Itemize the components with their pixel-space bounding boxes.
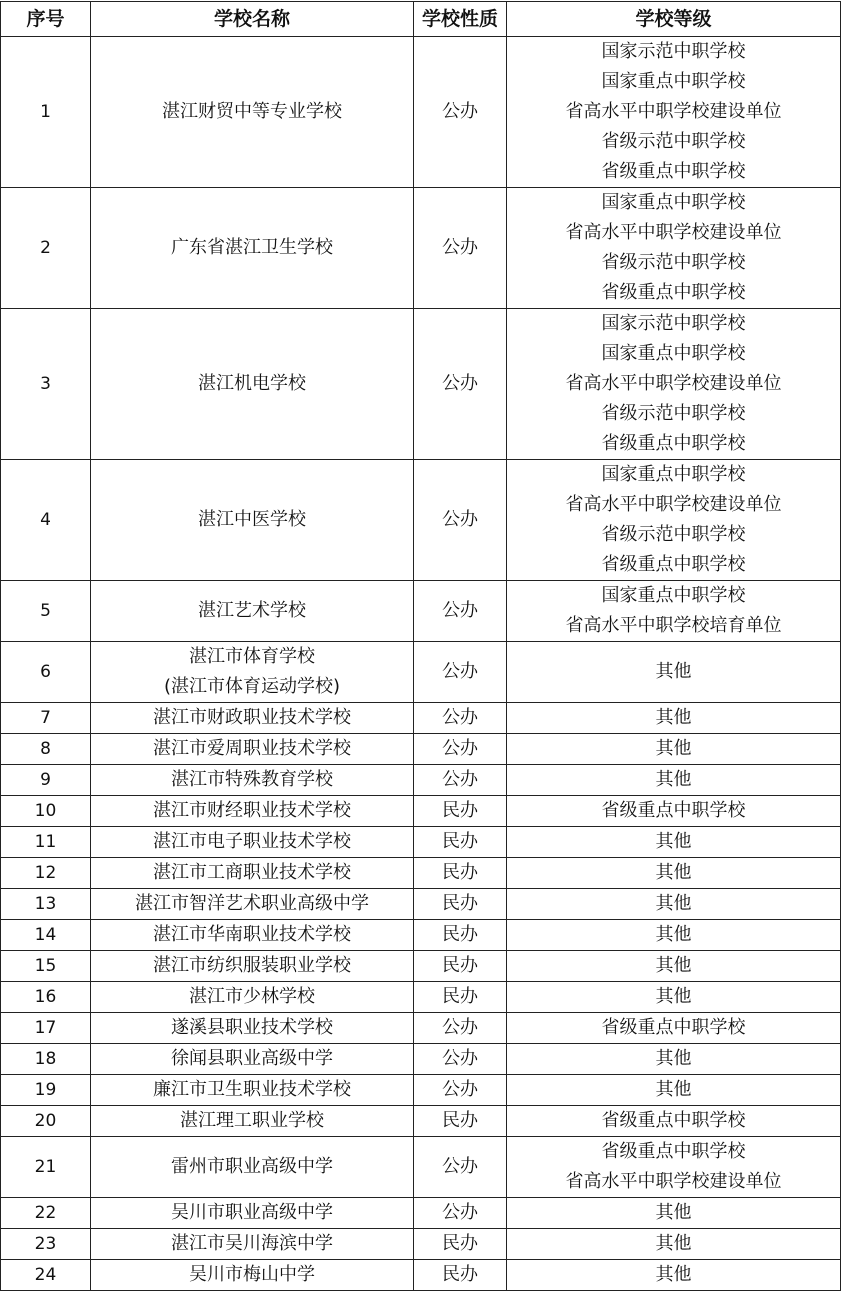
cell-index: 23 (1, 1229, 91, 1260)
cell-school-type: 公办 (414, 309, 507, 460)
school-name-line: 吴川市职业高级中学 (171, 1202, 333, 1223)
cell-school-level (507, 982, 841, 1013)
cell-school-name (91, 642, 414, 703)
cell-school-name (91, 309, 414, 460)
school-name-line: 湛江市纺织服装职业学校 (153, 955, 351, 976)
cell-school-type: 民办 (414, 796, 507, 827)
school-level-line: 省级重点中职学校 (601, 433, 746, 454)
cell-index: 4 (1, 460, 91, 581)
cell-school-name (91, 765, 414, 796)
cell-index: 2 (1, 188, 91, 309)
cell-school-level (507, 1229, 841, 1260)
table-row (1, 1044, 841, 1075)
table-row (1, 188, 841, 309)
school-name-line: (湛江市体育运动学校) (163, 676, 341, 697)
cell-school-type: 公办 (414, 188, 507, 309)
school-level-line: 国家重点中职学校 (601, 464, 746, 485)
cell-school-name (91, 796, 414, 827)
cell-school-type: 民办 (414, 1229, 507, 1260)
school-name-line: 湛江市工商职业技术学校 (153, 862, 351, 883)
school-level-line: 其他 (655, 661, 692, 682)
school-name-line: 徐闻县职业高级中学 (171, 1048, 333, 1069)
school-level-line: 省高水平中职学校培育单位 (565, 615, 782, 636)
cell-school-name (91, 951, 414, 982)
table-row (1, 858, 841, 889)
school-name-line: 遂溪县职业技术学校 (171, 1017, 333, 1038)
school-level-line: 省级重点中职学校 (601, 1017, 746, 1038)
cell-index: 24 (1, 1260, 91, 1291)
cell-school-name (91, 1075, 414, 1106)
table-row (1, 951, 841, 982)
cell-index: 14 (1, 920, 91, 951)
table-row (1, 460, 841, 581)
school-level-line: 其他 (655, 1079, 692, 1100)
table-row (1, 765, 841, 796)
school-name-line: 廉江市卫生职业技术学校 (153, 1079, 351, 1100)
cell-index: 13 (1, 889, 91, 920)
school-name-line: 吴川市梅山中学 (189, 1264, 315, 1285)
table-row (1, 581, 841, 642)
table-body (1, 37, 841, 1291)
cell-school-type: 公办 (414, 581, 507, 642)
school-name-line: 湛江市体育学校 (189, 646, 315, 667)
cell-school-level (507, 581, 841, 642)
cell-school-type: 公办 (414, 460, 507, 581)
cell-school-level (507, 796, 841, 827)
cell-school-level (507, 827, 841, 858)
school-level-line: 省高水平中职学校建设单位 (565, 101, 782, 122)
cell-school-name (91, 734, 414, 765)
school-level-line: 其他 (655, 986, 692, 1007)
table-row (1, 889, 841, 920)
cell-school-level (507, 920, 841, 951)
cell-index: 9 (1, 765, 91, 796)
cell-index: 6 (1, 642, 91, 703)
cell-school-type: 公办 (414, 642, 507, 703)
table-row (1, 703, 841, 734)
school-name-line: 湛江市特殊教育学校 (171, 769, 333, 790)
school-name-line: 广东省湛江卫生学校 (171, 237, 333, 258)
cell-school-type: 公办 (414, 1198, 507, 1229)
cell-index: 3 (1, 309, 91, 460)
cell-school-level (507, 1106, 841, 1137)
cell-index: 8 (1, 734, 91, 765)
cell-school-name (91, 188, 414, 309)
cell-school-type: 民办 (414, 1106, 507, 1137)
cell-school-name (91, 460, 414, 581)
cell-school-name (91, 858, 414, 889)
school-level-line: 省高水平中职学校建设单位 (565, 222, 782, 243)
school-level-line: 国家重点中职学校 (601, 192, 746, 213)
table-row (1, 1075, 841, 1106)
cell-index: 7 (1, 703, 91, 734)
cell-school-level (507, 1044, 841, 1075)
school-level-line: 省级重点中职学校 (601, 1110, 746, 1131)
cell-index: 1 (1, 37, 91, 188)
cell-school-name (91, 581, 414, 642)
cell-school-level (507, 37, 841, 188)
cell-index: 11 (1, 827, 91, 858)
cell-school-level (507, 1260, 841, 1291)
table-row (1, 1198, 841, 1229)
cell-school-level (507, 1137, 841, 1198)
school-name-line: 湛江财贸中等专业学校 (162, 101, 342, 122)
school-level-line: 其他 (655, 738, 692, 759)
cell-school-type: 民办 (414, 982, 507, 1013)
cell-school-name (91, 1260, 414, 1291)
header-index: 序号 (1, 2, 91, 37)
table-row (1, 982, 841, 1013)
header-row (1, 2, 841, 37)
cell-index: 21 (1, 1137, 91, 1198)
cell-school-name (91, 889, 414, 920)
school-level-line: 省级重点中职学校 (601, 554, 746, 575)
cell-school-type: 民办 (414, 920, 507, 951)
cell-school-level (507, 765, 841, 796)
school-name-line: 湛江市爱周职业技术学校 (153, 738, 351, 759)
table-row (1, 827, 841, 858)
cell-school-level (507, 1075, 841, 1106)
cell-school-name (91, 1013, 414, 1044)
cell-school-type: 民办 (414, 858, 507, 889)
cell-school-type: 民办 (414, 1260, 507, 1291)
cell-index: 17 (1, 1013, 91, 1044)
cell-school-name (91, 1198, 414, 1229)
cell-school-level (507, 703, 841, 734)
school-name-line: 湛江市少林学校 (189, 986, 315, 1007)
school-level-line: 其他 (655, 1264, 692, 1285)
school-level-line: 其他 (655, 831, 692, 852)
cell-index: 15 (1, 951, 91, 982)
cell-school-level (507, 889, 841, 920)
cell-index: 12 (1, 858, 91, 889)
school-level-line: 其他 (655, 769, 692, 790)
school-level-line: 省高水平中职学校建设单位 (565, 494, 782, 515)
cell-school-name (91, 1137, 414, 1198)
table-row (1, 796, 841, 827)
cell-school-level (507, 1198, 841, 1229)
school-level-line: 其他 (655, 1233, 692, 1254)
school-level-line: 国家示范中职学校 (601, 313, 746, 334)
header-type: 学校性质 (414, 2, 507, 37)
cell-school-type: 民办 (414, 951, 507, 982)
school-level-line: 国家重点中职学校 (601, 71, 746, 92)
school-name-line: 湛江市吴川海滨中学 (171, 1233, 333, 1254)
school-name-line: 湛江艺术学校 (198, 600, 306, 621)
school-level-line: 国家重点中职学校 (601, 343, 746, 364)
school-level-line: 省级重点中职学校 (601, 161, 746, 182)
table-row (1, 1229, 841, 1260)
cell-index: 5 (1, 581, 91, 642)
school-name-line: 湛江机电学校 (198, 373, 306, 394)
cell-index: 18 (1, 1044, 91, 1075)
school-level-line: 其他 (655, 862, 692, 883)
table-header (1, 2, 841, 37)
cell-index: 19 (1, 1075, 91, 1106)
school-level-line: 省高水平中职学校建设单位 (565, 373, 782, 394)
cell-school-name (91, 37, 414, 188)
school-level-line: 其他 (655, 924, 692, 945)
school-level-line: 省级示范中职学校 (601, 131, 746, 152)
school-level-line: 其他 (655, 1048, 692, 1069)
school-level-line: 省级重点中职学校 (601, 1141, 746, 1162)
cell-school-type: 公办 (414, 1137, 507, 1198)
table-row (1, 734, 841, 765)
cell-school-type: 公办 (414, 1013, 507, 1044)
cell-school-name (91, 1229, 414, 1260)
cell-school-type: 公办 (414, 765, 507, 796)
cell-school-level (507, 188, 841, 309)
table-row (1, 37, 841, 188)
cell-school-level (507, 734, 841, 765)
cell-index: 10 (1, 796, 91, 827)
school-name-line: 湛江市财政职业技术学校 (153, 707, 351, 728)
header-level: 学校等级 (507, 2, 841, 37)
cell-school-type: 公办 (414, 703, 507, 734)
cell-school-name (91, 703, 414, 734)
school-level-line: 其他 (655, 955, 692, 976)
school-level-line: 省级重点中职学校 (601, 282, 746, 303)
cell-school-type: 民办 (414, 889, 507, 920)
cell-school-name (91, 1106, 414, 1137)
cell-school-level (507, 309, 841, 460)
school-level-line: 省级示范中职学校 (601, 252, 746, 273)
school-level-line: 其他 (655, 707, 692, 728)
school-level-line: 其他 (655, 893, 692, 914)
table-row (1, 642, 841, 703)
cell-index: 22 (1, 1198, 91, 1229)
cell-school-type: 民办 (414, 827, 507, 858)
table-row (1, 1106, 841, 1137)
cell-school-name (91, 827, 414, 858)
cell-school-type: 公办 (414, 1075, 507, 1106)
table-row (1, 1013, 841, 1044)
school-name-line: 湛江市财经职业技术学校 (153, 800, 351, 821)
school-level-line: 国家重点中职学校 (601, 585, 746, 606)
cell-school-name (91, 982, 414, 1013)
cell-school-level (507, 642, 841, 703)
table-row (1, 1137, 841, 1198)
table-row (1, 1260, 841, 1291)
school-level-line: 省高水平中职学校建设单位 (565, 1171, 782, 1192)
table-row (1, 309, 841, 460)
school-name-line: 湛江市电子职业技术学校 (153, 831, 351, 852)
school-name-line: 湛江理工职业学校 (180, 1110, 324, 1131)
school-name-line: 雷州市职业高级中学 (171, 1156, 333, 1177)
cell-school-type: 公办 (414, 1044, 507, 1075)
cell-school-name (91, 920, 414, 951)
school-name-line: 湛江市智洋艺术职业高级中学 (135, 893, 369, 914)
cell-school-level (507, 858, 841, 889)
school-name-line: 湛江中医学校 (198, 509, 306, 530)
cell-school-type: 公办 (414, 37, 507, 188)
cell-school-level (507, 951, 841, 982)
cell-index: 16 (1, 982, 91, 1013)
cell-index: 20 (1, 1106, 91, 1137)
cell-school-level (507, 1013, 841, 1044)
table-row (1, 920, 841, 951)
cell-school-type: 公办 (414, 734, 507, 765)
cell-school-level (507, 460, 841, 581)
school-level-line: 其他 (655, 1202, 692, 1223)
school-level-line: 省级重点中职学校 (601, 800, 746, 821)
school-table (0, 1, 841, 1291)
school-level-line: 省级示范中职学校 (601, 403, 746, 424)
school-level-line: 省级示范中职学校 (601, 524, 746, 545)
cell-school-name (91, 1044, 414, 1075)
school-level-line: 国家示范中职学校 (601, 41, 746, 62)
school-name-line: 湛江市华南职业技术学校 (153, 924, 351, 945)
header-name: 学校名称 (91, 2, 414, 37)
